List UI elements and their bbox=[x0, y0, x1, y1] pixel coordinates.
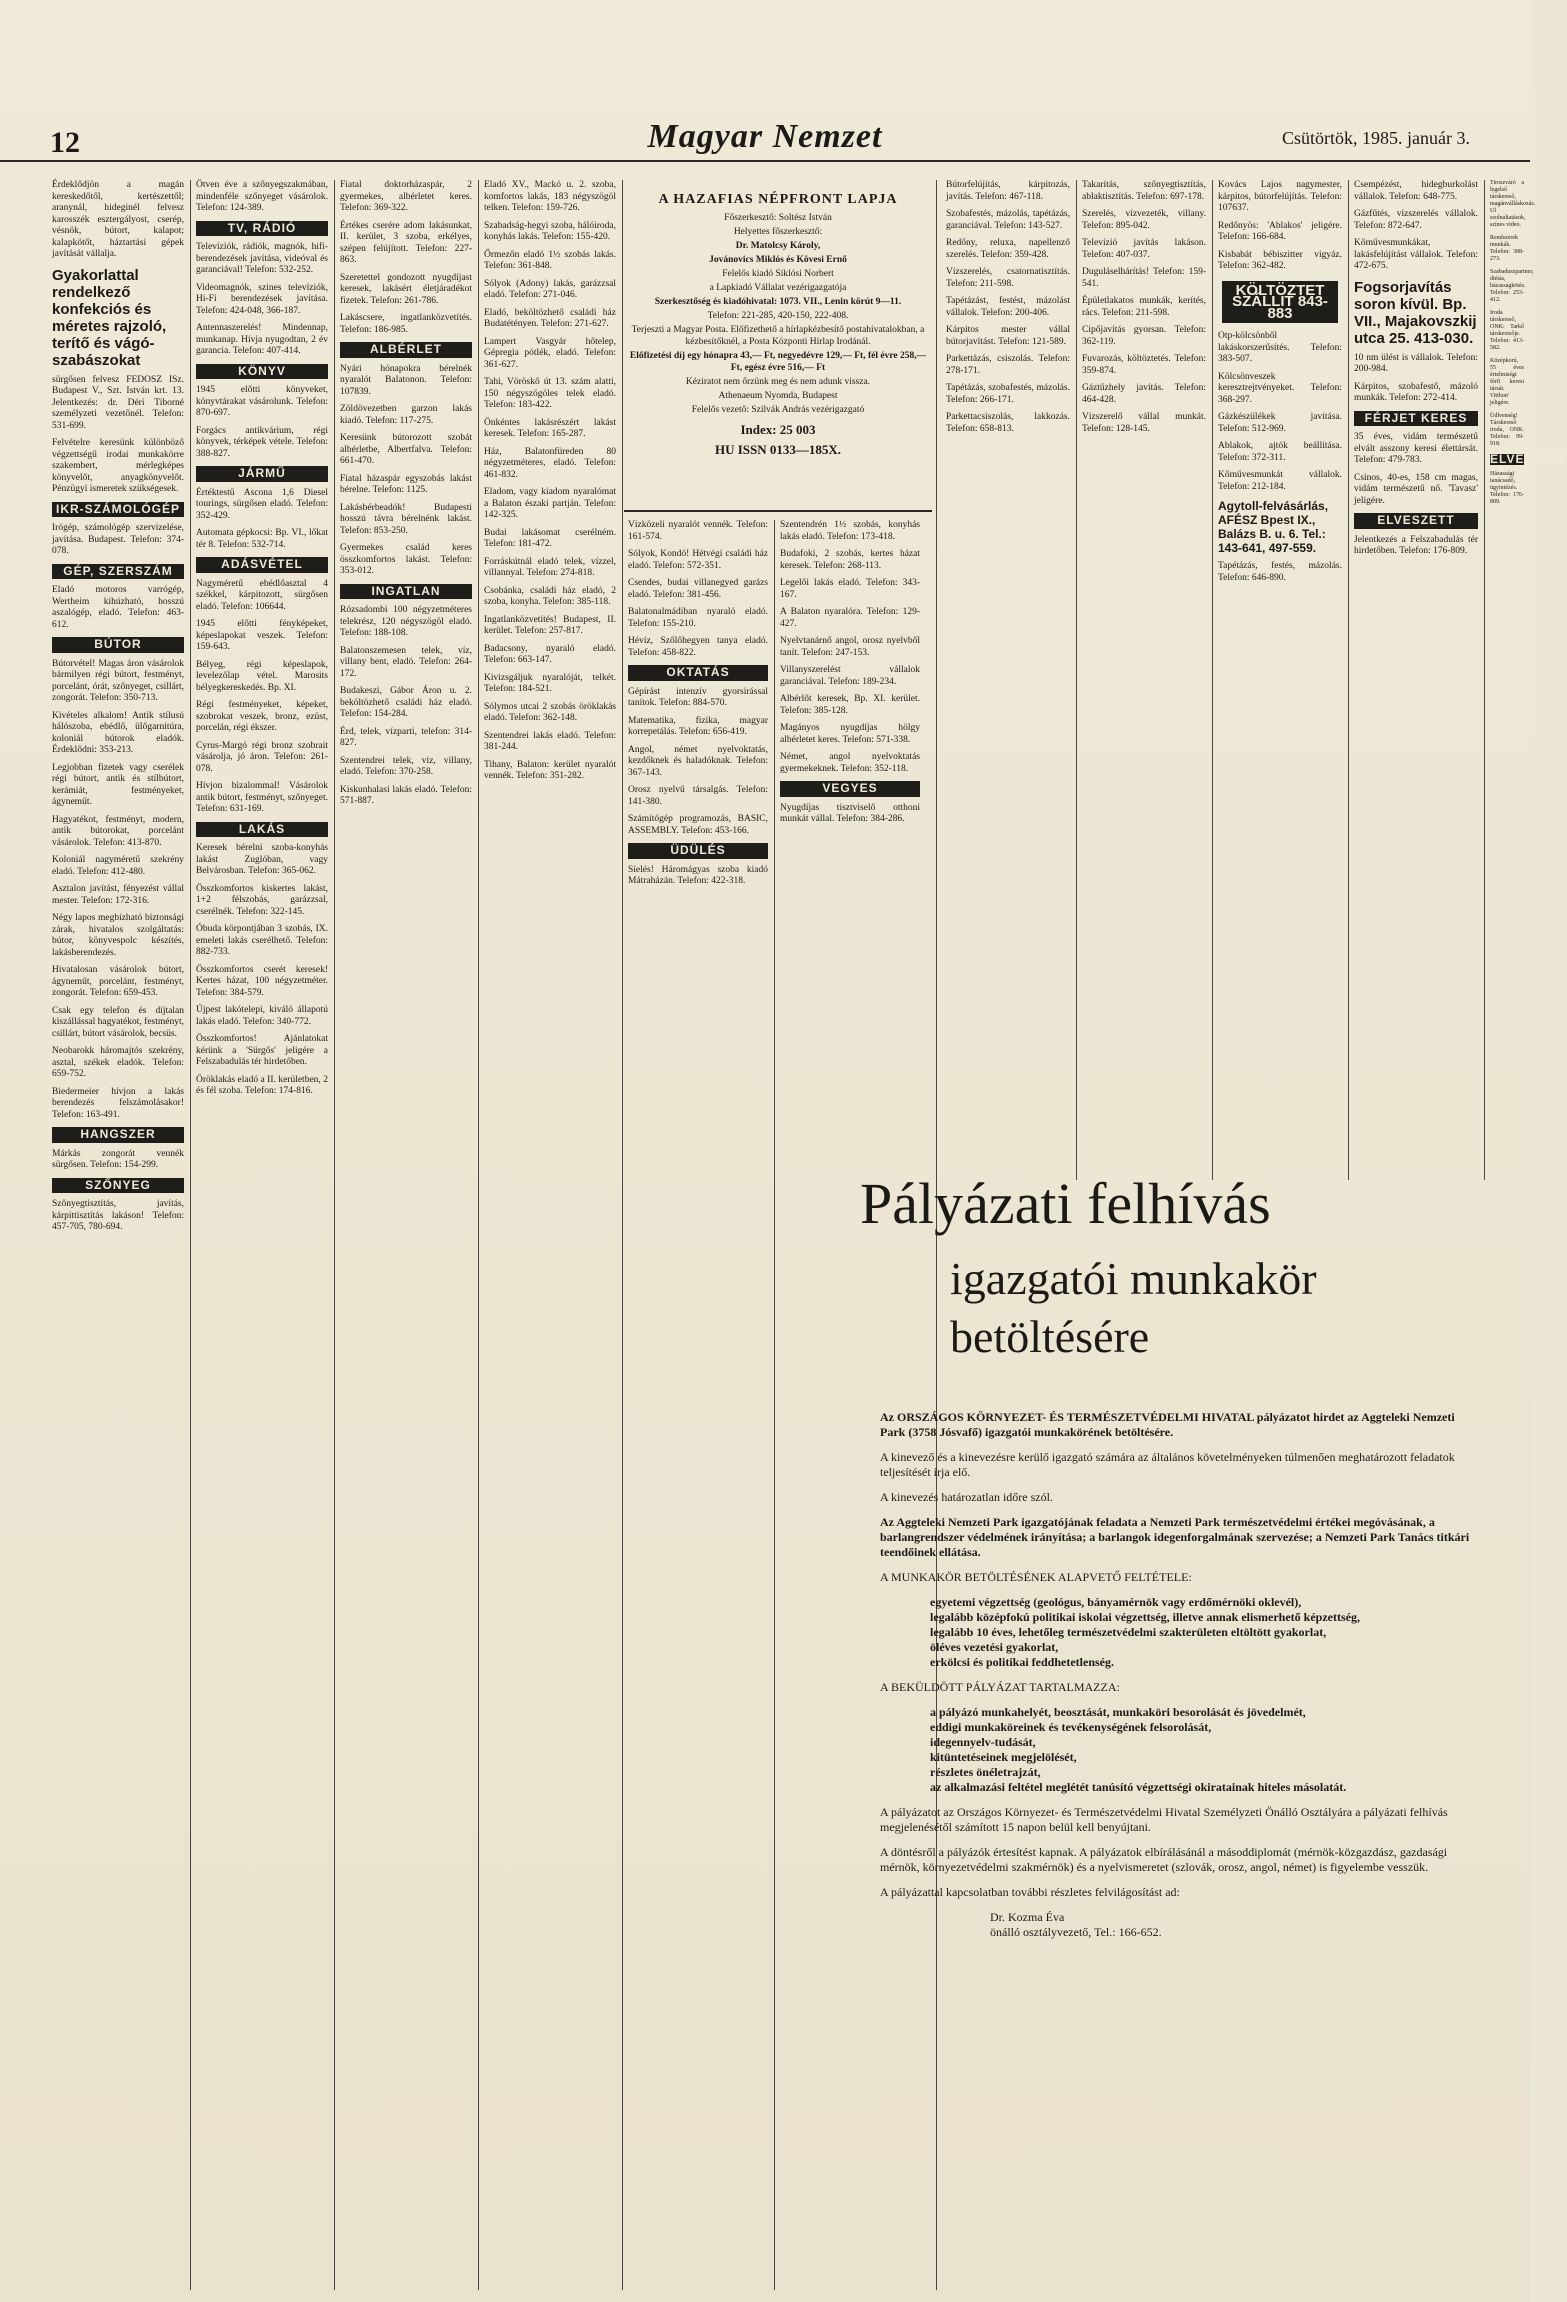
classified-ad: Kisbabát bébiszitter vigyáz. Telefon: 362-482. bbox=[1218, 249, 1342, 271]
section-heading: OKTATÁS bbox=[628, 665, 768, 681]
classified-column-2 bbox=[196, 180, 328, 2290]
classified-ad: 10 nm ülést is vállalok. Telefon: 200-984. bbox=[1354, 352, 1478, 374]
imprint-row: Főszerkesztő: Soltész István bbox=[724, 213, 832, 223]
classified-ad: Biedermeier hívjon a lakás berendezés felszámolásakor! Telefon: 163-491. bbox=[52, 1086, 184, 1120]
tender-subtitle-2: betöltésére bbox=[950, 1311, 1150, 1362]
tender-contact: A pályázattal kapcsolatban további részletes felvilágosítást ad: bbox=[880, 1885, 1180, 1899]
classified-ad: Ház, Balatonfüreden 80 négyzetméteres, eladó. Telefon: 461-832. bbox=[484, 446, 616, 480]
display-ad: Gyakorlattal rendelkező konfekciós és méretes rajzoló, terítő és vágó-szabászokat bbox=[52, 266, 167, 369]
section-heading: KÖNYV bbox=[196, 364, 328, 380]
imprint-row: Telefon: 221-285, 420-150, 222-408. bbox=[707, 311, 849, 321]
classified-ad: Tihany, Balaton: kerület nyaralót vennék. Telefon: 351-282. bbox=[484, 759, 616, 781]
classified-ad: Jelentkezés a Felszabadulás tér hirdetőben. Telefon: 176-809. bbox=[1354, 534, 1478, 556]
classified-ad: Üdlvenség! Társkereső iroda, ONK. Telefon: 99-918. bbox=[1490, 413, 1524, 447]
classified-ad: Nyugdíjas tisztviselő otthoni munkát vállal. Telefon: 384-286. bbox=[780, 802, 920, 824]
classified-column-4 bbox=[484, 180, 616, 2290]
classified-ad: 1945 előtti fényképeket, képeslapokat veszek. Telefon: 159-643. bbox=[196, 619, 328, 652]
classified-ad: Öröklakás eladó a II. kerületben, 2 és fél szoba. Telefon: 174-816. bbox=[196, 1074, 328, 1096]
classified-ad: Cipőjavítás gyorsan. Telefon: 362-119. bbox=[1082, 325, 1206, 347]
section-heading: ÜDÜLÉS bbox=[628, 843, 768, 859]
classified-ad: Hivatalosan vásárolok bútort, ágyneműt, porcelánt, festményt, zongorát. Telefon: 659-453. bbox=[52, 965, 184, 998]
classified-ad: Takarítás, szőnyegtisztítás, ablaktisztítás. Telefon: 697-178. bbox=[1082, 180, 1206, 202]
classified-ad: Összkomfortos cserét keresek! Kertes házat, 100 négyzetméter. Telefon: 384-579. bbox=[196, 964, 328, 998]
tender-title: Pályázati felhívás bbox=[860, 1171, 1271, 1236]
classified-ad: Tapétázást, festést, mázolást vállalok. Telefon: 200-406. bbox=[946, 296, 1070, 318]
classified-ad: Önkéntes lakásrészért lakást keresek. Telefon: 165-287. bbox=[484, 417, 616, 439]
classified-ad: Kőművesmunkát vállalok. Telefon: 212-184. bbox=[1218, 470, 1342, 492]
classified-ad: Ingatlanközvetítés! Budapest, II. kerület. Telefon: 257-817. bbox=[484, 614, 616, 636]
classified-ad: A Balaton nyaralóra. Telefon: 129-427. bbox=[780, 607, 920, 629]
classified-ad: Sólyok (Adony) lakás, garázzsal eladó. Telefon: 271-046. bbox=[484, 278, 616, 300]
classified-ad: Rózsadombi 100 négyzetméteres telekrész, 120 négyszögöl eladó. Telefon: 188-108. bbox=[340, 605, 472, 638]
classified-ad: Keresek bérelni szoba-konyhás lakást Zuglóban, vagy Belvárosban. Telefon: 365-062. bbox=[196, 843, 328, 876]
classified-ad: Redőny, reluxa, napellenző szerelés. Telefon: 359-428. bbox=[946, 238, 1070, 260]
classified-ad: Balatonalmádiban nyaraló eladó. Telefon: 155-210. bbox=[628, 607, 768, 629]
classified-ad: Fiatal doktorházaspár, 2 gyermekes, albérletet keres. Telefon: 369-322. bbox=[340, 180, 472, 213]
classified-ad: Nagyméretű ebédlőasztal 4 székkel, kárpitozott, sürgősen eladó. Telefon: 106644. bbox=[196, 578, 328, 612]
classified-ad: Márkás zongorát vennék sürgősen. Telefon: 154-299. bbox=[52, 1148, 184, 1170]
classified-ad: Villanyszerelést vállalok garanciával. Telefon: 189-234. bbox=[780, 665, 920, 687]
classified-ad: Csobánka, családi ház eladó, 2 szoba, konyha. Telefon: 385-118. bbox=[484, 585, 616, 607]
display-ad: Fogsorjavítás soron kívül. Bp. VII., Majakovszkij utca 25. 413-030. bbox=[1354, 278, 1477, 347]
classified-ad: Forgács antikvárium, régi könyvek, térképek vétele. Telefon: 388-827. bbox=[196, 425, 328, 459]
imprint-row: Előfizetési díj egy hónapra 43,— Ft, negyedévre 129,— Ft, fél évre 258,— Ft, egész évre 516,— Ft bbox=[629, 351, 927, 373]
classified-ad: Bélyeg, régi képeslapok, levelezőlap vétel. Marosits bélyegkereskedés. Bp. XI. bbox=[196, 659, 328, 693]
classified-ad: Eladom, vagy kiadom nyaralómat a Balaton északi partján. Telefon: 142-325. bbox=[484, 487, 616, 520]
classified-ad: Sólymos utcai 2 szobás öröklakás eladó. Telefon: 362-148. bbox=[484, 701, 616, 723]
classified-ad: Óbuda körpontjában 3 szobás, IX. emeleti lakás cserélhető. Telefon: 882-733. bbox=[196, 924, 328, 957]
classified-column-5 bbox=[628, 520, 768, 2290]
classified-ad: Videomagnók, szines televíziók, Hi-Fi berendezések javítása. Telefon: 424-048, 366-187. bbox=[196, 282, 328, 316]
section-heading: ALBÉRLET bbox=[340, 342, 472, 358]
classified-ad: Hagyatékot, festményt, modern, antik bútorokat, porcelánt vásárolok. Telefon: 413-870. bbox=[52, 814, 184, 848]
classified-ad: Eladó XV., Mackó u. 2. szoba, komfortos lakás, 183 négyszögöl telken. Telefon: 159-726. bbox=[484, 180, 616, 213]
classified-ad: Nyári hónapokra bérelnék nyaralót Balatonon. Telefon: 107839. bbox=[340, 363, 472, 397]
classified-ad: Kiskunhalasi lakás eladó. Telefon: 571-887. bbox=[340, 784, 472, 806]
classified-ad: Értéktestű Ascona 1,6 Diesel tourings, sürgősen eladó. Telefon: 352-429. bbox=[196, 487, 328, 521]
classified-ad: Automata gépkocsi: Bp. VI., lőkat tér 8. Telefon: 532-714. bbox=[196, 528, 328, 550]
classified-ad: Tapétázás, szobafestés, mázolás. Telefon: 266-171. bbox=[946, 383, 1070, 405]
classified-ad: Csempézést, hidegburkolást vállalok. Telefon: 648-775. bbox=[1354, 180, 1478, 202]
classified-ad: sürgősen felvesz FEDOSZ ISz. Budapest V., Szt. István krt. 13. Jelentkezés: dr. Déri Tiborné személyzeti vezetőnél. Telefon: 531-699. bbox=[52, 374, 184, 431]
classified-ad: Kőművesmunkákat, lakásfelújítást vállalok. Telefon: 472-675. bbox=[1354, 238, 1478, 271]
classified-ad: Bútorvétel! Magas áron vásárolok bármilyen régi bútort, festményt, porcelánt, órát, szőnyeget, csillárt, zongorát. Telefon: 350-713. bbox=[52, 658, 184, 703]
tender-paragraph: Az Aggteleki Nemzeti Park igazgatójának feladata a Nemzeti Park természetvédelmi értékei megóvásának, a barlangrendszer védelmének irányítása; a barlangok idegenforgalmának szervezése; a Nemzeti Park Tanács titkári teendőinek ellátása. bbox=[880, 1515, 1470, 1559]
classified-ad: Bútorfelújítás, kárpitozás, javítás. Telefon: 467-118. bbox=[946, 180, 1070, 202]
imprint-title: A HAZAFIAS NÉPFRONT LAPJA bbox=[658, 192, 898, 207]
section-heading: ADÁSVÉTEL bbox=[196, 557, 328, 573]
classified-ad: Badacsony, nyaraló eladó. Telefon: 663-147. bbox=[484, 643, 616, 665]
classified-ad: Redőnyös: 'Ablakos' jeligére. Telefon: 166-684. bbox=[1218, 220, 1342, 242]
classified-ad: Parkettacsiszolás, lakkozás. Telefon: 658-813. bbox=[946, 412, 1070, 434]
classified-column-1 bbox=[52, 180, 184, 2290]
classified-ad: Albérlőt keresek, Bp. XI. kerület. Telefon: 385-128. bbox=[780, 694, 920, 716]
contact-name: Dr. Kozma Éva bbox=[990, 1910, 1065, 1924]
classified-ad: Budafoki, 2 szobás, kertes házat keresek. Telefon: 268-113. bbox=[780, 549, 920, 571]
masthead: Magyar Nemzet bbox=[647, 118, 883, 155]
classified-ad: Tapétázás, festés, mázolás. Telefon: 646-890. bbox=[1218, 561, 1342, 583]
section-heading: ELVESZETT bbox=[1354, 513, 1478, 529]
classified-ad: Gáztűzhely javítás. Telefon: 464-428. bbox=[1082, 383, 1206, 405]
content-item: eddigi munkaköreinek és tevékenységének felsorolását, bbox=[930, 1720, 1212, 1734]
classified-ad: Összkomfortos kiskertes lakást, 1+2 félszobás, garázzsal, cserélnék. Telefon: 322-145. bbox=[196, 883, 328, 917]
index-number: Index: 25 003 bbox=[740, 422, 816, 437]
classified-ad: Vízközeli nyaralót vennék. Telefon: 161-574. bbox=[628, 520, 768, 542]
tender-intro: Az ORSZÁGOS KÖRNYEZET- ÉS TERMÉSZETVÉDELMI HIVATAL pályázatot hirdet az Aggteleki Nemzeti Park (3758 Jósvafő) igazgatói munkakörének betöltésére. bbox=[880, 1410, 1455, 1439]
requirement-item: egyetemi végzettség (geológus, bányamérnök vagy erdőmérnöki oklevél), bbox=[930, 1595, 1302, 1609]
classified-ad: Szentendrei telek, víz, villany, eladó. Telefon: 370-258. bbox=[340, 755, 472, 777]
classified-ad: Szobafestés, mázolás, tapétázás, garanciával. Telefon: 143-527. bbox=[946, 209, 1070, 231]
classified-ad: Nyelvtanárnő angol, orosz nyelvből tanít. Telefon: 247-153. bbox=[780, 636, 920, 658]
imprint-row: Kéziratot nem őrzünk meg és nem adunk vissza. bbox=[685, 377, 871, 387]
classified-column-10 bbox=[1354, 180, 1478, 1180]
classified-ad: Neobarokk háromajtós szekrény, asztal, székek eladók. Telefon: 659-752. bbox=[52, 1046, 184, 1079]
classified-column-9 bbox=[1218, 180, 1342, 1180]
classified-ad: Szentendrén 1½ szobás, konyhás lakás eladó. Telefon: 173-418. bbox=[780, 520, 920, 542]
classified-ad: Orosz nyelvű társalgás. Telefon: 141-380. bbox=[628, 785, 768, 807]
classified-ad: Négy lapos megbízható biztonsági zárak, hivatalos szolgáltatás: bútor, könyvespolc készítés, lakásberendezés. bbox=[52, 913, 184, 958]
imprint-row: Felelős vezető: Szilvák András vezérigazgató bbox=[691, 405, 865, 415]
classified-ad: Eladó motoros varrógép, Wertheim kihúzható, hosszú aszalógép, eladó. Telefon: 463-612. bbox=[52, 585, 184, 630]
classified-ad: Parkettázás, csiszolás. Telefon: 278-171. bbox=[946, 354, 1070, 376]
classified-ad: Tiroszváró a legelső társkereső, magánválláskozás. Ul szolnaltatások, színes video. bbox=[1490, 180, 1536, 228]
requirements-heading: A MUNKAKÖR BETÖLTÉSÉNEK ALAPVETŐ FELTÉTELE: bbox=[880, 1570, 1192, 1584]
requirements-list bbox=[880, 1595, 1480, 1670]
classified-ad: Otp-kölcsönből lakáskorszerűsítés. Telefon: 383-507. bbox=[1218, 331, 1342, 364]
classified-ad: Érd, telek, vízparti, telefon: 314-827. bbox=[340, 726, 472, 748]
requirement-item: legalább középfokú politikai iskolai végzettség, illetve annak elismerhető képzettség, bbox=[930, 1610, 1360, 1624]
classified-ad: Koloniál nagyméretű szekrény eladó. Telefon: 412-480. bbox=[52, 855, 184, 877]
classified-ad: Kivizsgáljuk nyaralóját, telkét. Telefon: 184-521. bbox=[484, 672, 616, 694]
page-number: 12 bbox=[50, 126, 80, 159]
classified-ad: Régi festményeket, képeket, szobrokat veszek, bronz, ezüst, porcelán, régi ékszer. bbox=[196, 700, 328, 733]
classified-ad: Televízió javítás lakáson. Telefon: 407-037. bbox=[1082, 238, 1206, 260]
tender-paragraph: A kinevező és a kinevezésre kerülő igazgató számára az általános követelményeken túlmenően meghatározott feladatok teljesítését írja elő. bbox=[880, 1450, 1455, 1479]
classified-ad: Szerelés, vízvezeték, villany. Telefon: 895-042. bbox=[1082, 209, 1206, 231]
section-heading: ELVESZETT bbox=[1490, 452, 1567, 466]
contact-role: önálló osztályvezető, Tel.: 166-652. bbox=[990, 1925, 1162, 1939]
classified-ad: Lakáscsere, ingatlanközvetítés. Telefon: 186-985. bbox=[340, 313, 472, 335]
classified-ad: Ötven éve a szőnyegszakmában, mindenféle szőnyeget vásárolok. Telefon: 124-389. bbox=[196, 180, 328, 213]
classified-ad: Értékes cserére adom lakásunkat, II. kerület, 3 szoba, erkélyes, szépen felújított. Telefon: 227-863. bbox=[340, 220, 472, 265]
classified-ad: Legelői lakás eladó. Telefon: 343-167. bbox=[780, 578, 920, 600]
contents-list bbox=[880, 1705, 1480, 1795]
section-heading: VEGYES bbox=[780, 781, 920, 797]
classified-ad: Angol, német nyelvoktatás, kezdőknek és haladóknak. Telefon: 367-143. bbox=[628, 744, 768, 778]
classified-ad: Csendes, budai villanegyed garázs eladó. Telefon: 381-456. bbox=[628, 578, 768, 600]
classified-ad: Összkomfortos! Ajánlatokat kérünk a 'Sürgős' jeligére a Felszabadulás tér hirdetőben. bbox=[196, 1034, 328, 1067]
classified-ad: Forráskútnál eladó telek, vízzel, villannyal. Telefon: 274-818. bbox=[484, 556, 616, 578]
section-heading: BÚTOR bbox=[52, 637, 184, 653]
imprint-row: Szerkesztőség és kiadóhivatal: 1073. VII., Lenin körút 9—11. bbox=[654, 297, 902, 307]
imprint-row: Dr. Matolcsy Károly, bbox=[735, 241, 821, 251]
classified-ad: Szabaduszpartner, diétás, házasságkötés. Telefon: 253-412. bbox=[1490, 269, 1534, 303]
classified-ad: Gázkészülékek javítása. Telefon: 512-969. bbox=[1218, 412, 1342, 434]
moving-service-banner: KÖLTÖZTET SZÁLLIT 843-883 bbox=[1222, 281, 1338, 324]
content-item: az alkalmazási feltétel meglétét tanúsító végzettségi okiratainak hiteles másolatát. bbox=[930, 1780, 1347, 1794]
tender-body bbox=[880, 1410, 1480, 1940]
classified-ad: Gázfűtés, vízszerelés vállalok. Telefon: 872-647. bbox=[1354, 209, 1478, 231]
tender-deadline: A pályázatot az Országos Környezet- és Természetvédelmi Hivatal Személyzeti Önálló Osztályára a pályázati felhívás megjelenésétől számított 15 napon belül kell benyújtani. bbox=[880, 1805, 1448, 1834]
classified-ad: Gyermekes család keres összkomfortos lakást. Telefon: 353-012. bbox=[340, 543, 472, 576]
classified-ad: Keresünk bútorozott szobát albérletbe, Albertfalva. Telefon: 661-470. bbox=[340, 433, 472, 466]
classified-ad: Budai lakásomat cserélném. Telefon: 181-472. bbox=[484, 527, 616, 549]
classified-ad: Hévíz, Szőlőhegyen tanya eladó. Telefon: 458-822. bbox=[628, 636, 768, 658]
classified-ad: Rendszerek munkák. Telefon: 388-273. bbox=[1490, 235, 1524, 262]
classified-ad: Középkorú, 55 éves értelmiségi férfi keresi társát. 'Otthon' jeligére. bbox=[1490, 358, 1524, 406]
classified-ad: Érdeklődjön a magán kereskedőtől, kertészettől; aranynál, hideginél felvesz karosszék esztergályost, cserép, vésnök, bútort, kalapot; kalapkötőt, háztartási gépek javítását vállalja. bbox=[52, 180, 184, 259]
classified-ad: Gépírást intenzív gyorsírással tanítok. Telefon: 884-570. bbox=[628, 686, 768, 708]
classified-ad: Matematika, fizika, magyar korrepetálás. Telefon: 656-419. bbox=[628, 715, 768, 737]
imprint-box bbox=[624, 180, 932, 512]
classified-ad: Zöldövezetben garzon lakás kiadó. Telefon: 117-275. bbox=[340, 404, 472, 426]
content-item: idegennyelv-tudását, bbox=[930, 1735, 1036, 1749]
classified-ad: Vízszerelő vállal munkát. Telefon: 128-145. bbox=[1082, 412, 1206, 434]
section-heading: LAKÁS bbox=[196, 822, 328, 838]
classified-ad: Újpest lakótelepi, kiváló állapotú lakás eladó. Telefon: 340-772. bbox=[196, 1005, 328, 1027]
classified-ad: Lampert Vasgyár hőtelep, Gépregia pótlék, eladó. Telefon: 361-627. bbox=[484, 336, 616, 370]
classified-column-3 bbox=[340, 180, 472, 2290]
classified-ad: Balatonszemesen telek, víz, villany bent, eladó. Telefon: 264-172. bbox=[340, 645, 472, 679]
contents-heading: A BEKÜLDÖTT PÁLYÁZAT TARTALMAZZA: bbox=[880, 1680, 1120, 1694]
classified-column-8 bbox=[1082, 180, 1206, 1180]
classified-ad: Kölcsönveszek keresztrejtvényeket. Telefon: 368-297. bbox=[1218, 371, 1342, 405]
imprint-row: Athenaeum Nyomda, Budapest bbox=[718, 391, 838, 401]
classified-ad: 35 éves, vidám természetű elvált asszony keresi élettársát. Telefon: 479-783. bbox=[1354, 432, 1478, 465]
imprint-row: Jovánovics Miklós és Kövesi Ernő bbox=[709, 255, 847, 265]
classified-ad: Csinos, 40-es, 158 cm magas, vidám természetű nő. 'Tavasz' jeligére. bbox=[1354, 472, 1478, 506]
classified-ad: Csak egy telefon és díjtalan kiszállással hagyatékot, festményt, csillárt, bútort vásárolok, becsüs. bbox=[52, 1005, 184, 1039]
content-item: részletes önéletrajzát, bbox=[930, 1765, 1041, 1779]
content-item: kitüntetéseinek megjelölését, bbox=[930, 1750, 1077, 1764]
classified-ad: Síelés! Háromágyas szoba kiadó Mátraházán. Telefon: 422-318. bbox=[628, 864, 768, 886]
classified-ad: Duguláselhárítás! Telefon: 159-541. bbox=[1082, 267, 1206, 289]
section-heading: FÉRJET KERES bbox=[1354, 411, 1478, 427]
section-heading: HANGSZER bbox=[52, 1127, 184, 1143]
classified-ad: Hívjon bizalommal! Vásárolok antik bútort, festményt, szőnyeget. Telefon: 631-169. bbox=[196, 781, 328, 814]
classified-ad: Magányos nyugdíjas hölgy albérletet keres. Telefon: 571-338. bbox=[780, 723, 920, 745]
tender-advertisement bbox=[860, 1170, 1500, 2280]
requirement-item: öléves vezetési gyakorlat, bbox=[930, 1640, 1059, 1654]
imprint-row: Felelős kiadó Siklósi Norbert bbox=[722, 269, 834, 279]
classified-ad: Szőnyegtisztítás, javítás, kárpittisztítás lakáson! Telefon: 457-705, 780-694. bbox=[52, 1199, 184, 1232]
classified-column-11 bbox=[1490, 180, 1567, 1180]
imprint-row: a Lapkiadó Vállalat vezérigazgatója bbox=[709, 283, 847, 293]
classified-ad: Legjobban fizetek vagy cserélek régi bútort, antik és stílbútort, kerámiát, festményeket, ágyneműt. bbox=[52, 762, 184, 807]
requirement-item: legalább 10 éves, lehetőleg természetvédelmi szakterületen eltöltött gyakorlat, bbox=[930, 1625, 1327, 1639]
classified-ad: Vízszerelés, csatornatisztítás. Telefon: 211-598. bbox=[946, 267, 1070, 289]
classified-ad: Kivételes alkalom! Antik stílusú hálószoba, ebédlő, ülőgarnitúra, koloniál bútorok eladók. Érdeklődni: 353-213. bbox=[52, 710, 184, 755]
content-item: a pályázó munkahelyét, beosztását, munkaköri besorolását és jövedelmét, bbox=[930, 1705, 1306, 1719]
section-heading: JÁRMŰ bbox=[196, 466, 328, 482]
classified-ad: Sólyok, Kondó! Hétvégi családi ház eladó. Telefon: 572-351. bbox=[628, 549, 768, 571]
classified-ad: Cyrus-Margó régi bronz szobrait vásárolja, jó áron. Telefon: 261-078. bbox=[196, 740, 328, 774]
classified-ad: Szentendrei lakás eladó. Telefon: 381-244. bbox=[484, 730, 616, 752]
classified-ad: Irógép, számológép szervizelése, javítása. Budapest. Telefon: 374-078. bbox=[52, 523, 184, 556]
page-header bbox=[0, 110, 1530, 162]
requirement-item: erkölcsi és politikai feddhetetlenség. bbox=[930, 1655, 1114, 1669]
classified-ad: Ablakok, ajtók beállítása. Telefon: 372-311. bbox=[1218, 441, 1342, 463]
classified-ad: Német, angol nyelvoktatás gyermekeknek. Telefon: 352-118. bbox=[780, 752, 920, 774]
classified-ad: Tahi, Vöröskő út 13. szám alatti, 150 négyszögöles telek eladó. Telefon: 183-422. bbox=[484, 377, 616, 410]
classified-ad: Asztalon javítást, fényezést vállal mester. Telefon: 172-316. bbox=[52, 884, 184, 906]
section-heading: INGATLAN bbox=[340, 584, 472, 600]
classified-ad: Szeretettel gondozott nyugdíjast keresek, lakásért életjáradékot fizetek. Telefon: 261-786. bbox=[340, 272, 472, 306]
classified-ad: Televíziók, rádiók, magnók, hifi-berendezések javítása, videóval és garanciával! Telefon: 532-252. bbox=[196, 242, 328, 275]
section-heading: GÉP, SZERSZÁM bbox=[52, 564, 184, 580]
display-ad: Agytoll-felvásárlás, AFÉSZ Bpest IX., Balázs B. u. 6. Tel.: 143-641, 497-559. bbox=[1218, 499, 1329, 555]
classified-ad: Kárpitos mester vállal bútorjavítást. Telefon: 121-589. bbox=[946, 325, 1070, 347]
imprint-row: Helyettes főszerkesztő: bbox=[733, 227, 823, 237]
tender-subtitle-1: igazgatói munkakör bbox=[950, 1253, 1317, 1304]
classified-ad: Számítógép programozás, BASIC, ASSEMBLY. Telefon: 453-166. bbox=[628, 814, 768, 836]
section-heading: SZŐNYEG bbox=[52, 1178, 184, 1194]
classified-ad: Eladó, beköltözhető családi ház Budatétényen. Telefon: 271-627. bbox=[484, 307, 616, 329]
imprint-row: Terjeszti a Magyar Posta. Előfizethető a hírlapkézbesítő postahivatalokban, a kézbesítőknél, a Posta Központi Hírlap Irodánál. bbox=[631, 325, 925, 347]
classified-ad: Antennaszerelés! Mindennap, munkanap. Hívja nyugodtan, 2 év garancia. Telefon: 407-414. bbox=[196, 323, 328, 356]
classified-ad: Épületlakatos munkák, kerítés, rács. Telefon: 211-598. bbox=[1082, 296, 1206, 318]
classified-ad: Kovács Lajos nagymester, kárpitos, bútorfelújítás. Telefon: 107637. bbox=[1218, 180, 1342, 213]
classified-ad: Fuvarozás, költöztetés. Telefon: 359-874. bbox=[1082, 354, 1206, 376]
classified-ad: Fiatal házaspár egyszobás lakást bérelne. Telefon: 1125. bbox=[340, 473, 472, 495]
classified-ad: Felvételre keresünk különböző végzettségű irodai munkakörre szakembert, mérlegképes könyvelőt, anyagkönyvelőt. Pénzügyi ismeretek szükségesek. bbox=[52, 438, 184, 494]
classified-ad: Házassági tanácsadó, ügyintézés. Telefon: 176-809. bbox=[1490, 471, 1524, 505]
section-heading: IKR-SZÁMOLÓGÉP bbox=[52, 502, 184, 518]
classified-ad: Kárpitos, szobafestő, mázoló munkák. Telefon: 272-414. bbox=[1354, 381, 1478, 403]
classified-ad: 1945 előtti könyveket, könyvtárakat vásárolunk. Telefon: 870-697. bbox=[196, 385, 328, 418]
classified-ad: Iroda társkereső, ONK: Tarkő társkeresője. Telefon: 413-582. bbox=[1490, 310, 1524, 351]
section-heading: TV, RÁDIÓ bbox=[196, 221, 328, 237]
tender-decision: A döntésről a pályázók értesítést kapnak. A pályázatok elbírálásánál a másoddiplomát (mérnök-közgazdász, gazdasági mérnök, környezetvédelmi szakmérnök) és a nyelvismeretet (szlovák, orosz, angol, német) is figyelembe vesszük. bbox=[880, 1845, 1448, 1874]
issue-date: Csütörtök, 1985. január 3. bbox=[1282, 128, 1470, 148]
issn-number: HU ISSN 0133—185X. bbox=[714, 442, 842, 457]
classified-ad: Lakásbérbeadók! Budapesti hosszú távra bérelnénk lakást. Telefon: 853-250. bbox=[340, 502, 472, 536]
classified-ad: Őrmezőn eladó 1½ szobás lakás. Telefon: 361-848. bbox=[484, 249, 616, 271]
classified-column-7 bbox=[946, 180, 1070, 1180]
classified-ad: Budakeszi, Gábor Áron u. 2. beköltözhető családi ház eladó. Telefon: 154-284. bbox=[340, 686, 472, 719]
classified-ad: Szabadság-hegyi szoba, hálóiroda, konyhás lakás. Telefon: 155-420. bbox=[484, 220, 616, 242]
tender-paragraph: A kinevezés határozatlan időre szól. bbox=[880, 1490, 1053, 1504]
